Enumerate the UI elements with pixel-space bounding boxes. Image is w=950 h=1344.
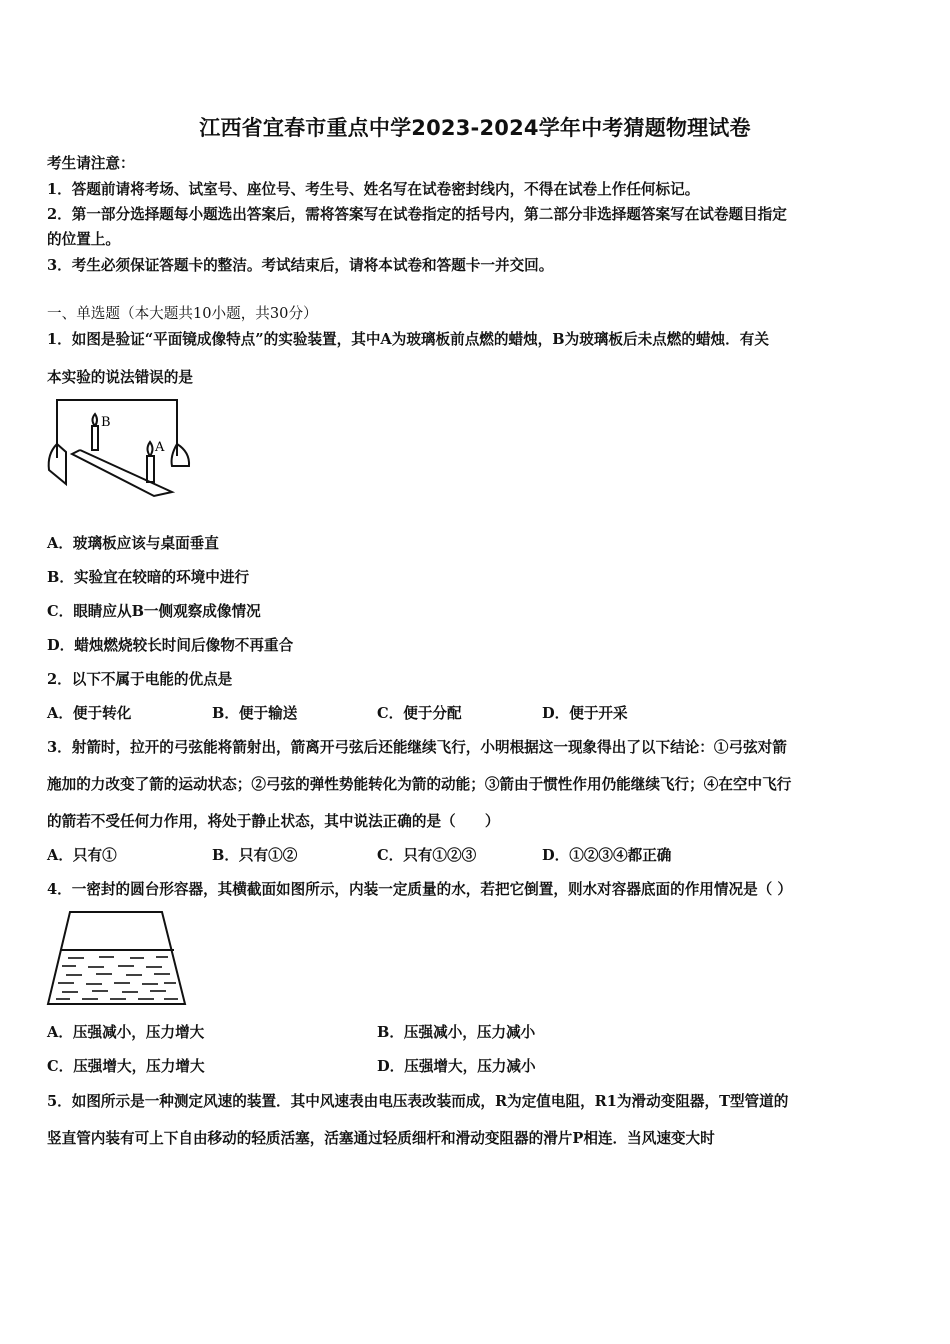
q3-option-c[interactable]: C．只有①②③ [377, 847, 477, 864]
q1-stem-line2: 本实验的说法错误的是 [47, 369, 193, 386]
q3-option-a[interactable]: A．只有① [47, 847, 117, 864]
q4-option-d[interactable]: D．压强增大，压力减小 [377, 1058, 536, 1075]
notice-heading: 考生请注意： [47, 155, 135, 172]
q4-frustum-container-figure [44, 908, 190, 1008]
q1-option-d[interactable]: D．蜡烛燃烧较长时间后像物不再重合 [47, 637, 294, 654]
page-title: 江西省宜春市重点中学2023-2024学年中考猜题物理试卷 [199, 116, 751, 140]
q3-stem-line1: 3．射箭时，拉开的弓弦能将箭射出，箭离开弓弦后还能继续飞行，小明根据这一现象得出了以下结论：①弓弦对箭 [47, 739, 787, 756]
q1-mirror-experiment-figure [44, 396, 194, 501]
q1-option-a[interactable]: A．玻璃板应该与桌面垂直 [47, 535, 219, 552]
notice-item-1: 1．答题前请将考场、试室号、座位号、考生号、姓名写在试卷密封线内，不得在试卷上作任何标记。 [47, 181, 700, 198]
notice-item-2: 2．第一部分选择题每小题选出答案后，需将答案写在试卷指定的括号内，第二部分非选择题答案写在试卷题目指定 [47, 206, 787, 223]
q4-option-a[interactable]: A．压强减小，压力增大 [47, 1024, 205, 1041]
q4-option-c[interactable]: C．压强增大，压力增大 [47, 1058, 205, 1075]
q3-stem-line2: 施加的力改变了箭的运动状态；②弓弦的弹性势能转化为箭的动能；③箭由于惯性作用仍能继续飞行；④在空中飞行 [47, 776, 792, 793]
q5-stem-line1: 5．如图所示是一种测定风速的装置．其中风速表由电压表改装而成，R为定值电阻，R1为滑动变阻器，T型管道的 [47, 1093, 789, 1110]
notice-item-2-cont: 的位置上。 [47, 231, 120, 248]
q4-stem: 4．一密封的圆台形容器，其横截面如图所示，内装一定质量的水，若把它倒置，则水对容器底面的作用情况是（ ） [47, 881, 792, 898]
q1-figure-label-b: B [101, 415, 111, 430]
q1-option-c[interactable]: C．眼睛应从B一侧观察成像情况 [47, 603, 261, 620]
q2-option-b[interactable]: B．便于输送 [212, 705, 298, 722]
q2-option-a[interactable]: A．便于转化 [47, 705, 132, 722]
q2-option-d[interactable]: D．便于开采 [542, 705, 628, 722]
q1-option-b[interactable]: B．实验宜在较暗的环境中进行 [47, 569, 250, 586]
q1-stem-line1: 1．如图是验证“平面镜成像特点”的实验装置，其中A为玻璃板前点燃的蜡烛，B为玻璃板后未点燃的蜡烛．有关 [47, 331, 769, 348]
q2-option-c[interactable]: C．便于分配 [377, 705, 462, 722]
q2-stem: 2．以下不属于电能的优点是 [47, 671, 233, 688]
notice-item-3: 3．考生必须保证答题卡的整洁。考试结束后，请将本试卷和答题卡一并交回。 [47, 257, 554, 274]
q3-option-d[interactable]: D．①②③④都正确 [542, 847, 672, 864]
q1-figure-label-a: A [155, 440, 165, 455]
section-heading: 一、单选题（本大题共10小题，共30分） [47, 305, 318, 322]
q3-option-b[interactable]: B．只有①② [212, 847, 298, 864]
q5-stem-line2: 竖直管内装有可上下自由移动的轻质活塞，活塞通过轻质细杆和滑动变阻器的滑片P相连．当风速变大时 [47, 1130, 715, 1147]
q3-stem-line3: 的箭若不受任何力作用，将处于静止状态，其中说法正确的是（ ） [47, 813, 500, 830]
q4-option-b[interactable]: B．压强减小，压力减小 [377, 1024, 536, 1041]
